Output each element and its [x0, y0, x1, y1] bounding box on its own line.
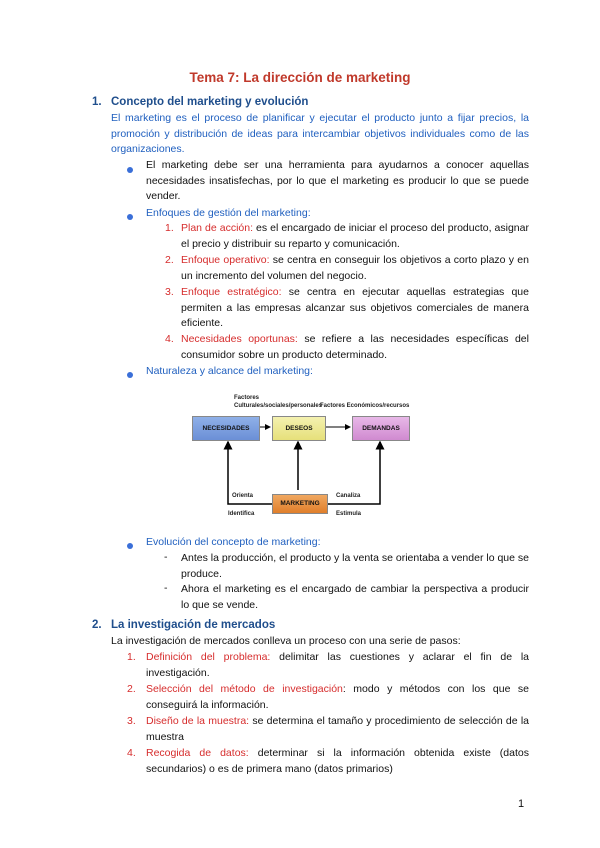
paso-item [146, 714, 529, 745]
bullet-dot [127, 214, 133, 220]
paso-term: Recogida de datos: [146, 747, 249, 759]
enfoque-text: se centra en ejecutar aquellas estrategias que permiten a las empresas alcanzar sus objetivos comerciales de manera eficiente. [181, 286, 529, 330]
enfoque-term: Plan de acción: [181, 222, 254, 234]
enfoque-item [181, 221, 529, 252]
label-estimula: Estimula [336, 511, 362, 517]
paso-text: : modo y métodos con los que se conseguirá la información. [146, 683, 529, 711]
bullet-dot [127, 543, 133, 549]
label-factores: Factores [234, 395, 260, 401]
section-2-number: 2. [92, 619, 102, 631]
paso-text: delimitar las cuestiones y aclarar el fin de la investigación. [146, 651, 529, 679]
paso-item [146, 746, 529, 777]
box-necesidades: NECESIDADES [192, 416, 260, 441]
label-culturales: Culturales/sociales/personales [234, 403, 323, 409]
section-2-heading: La investigación de mercados [111, 619, 276, 631]
paso-number: 1. [127, 651, 136, 663]
enfoque-text: se refiere a las necesidades específicas del consumidor sobre un producto determinado. [181, 333, 529, 361]
enfoque-number: 3. [165, 286, 174, 298]
enfoque-item [181, 332, 529, 363]
page-number: 1 [518, 798, 525, 810]
enfoque-item [181, 285, 529, 332]
bullet-enfoques: Enfoques de gestión del marketing: [146, 207, 311, 219]
dash-marker: - [164, 551, 168, 563]
box-deseos: DESEOS [272, 416, 326, 441]
box-marketing: MARKETING [272, 494, 328, 514]
bullet-marketing-herramienta: El marketing debe ser una herramienta para ayudarnos a conocer aquellas necesidades insatisfechas, por lo que el marketing es producir lo que se puede vender. [146, 159, 529, 203]
enfoque-term: Enfoque estratégico: [181, 286, 282, 298]
label-orienta: Orienta [232, 493, 254, 499]
enfoque-text: se centra en conseguir los objetivos a corto plazo y en un incremento del volumen del negocio. [181, 254, 529, 282]
paso-text: se determina el tamaño y procedimiento de selección de la muestra [146, 715, 529, 743]
page-title: Tema 7: La dirección de marketing [189, 70, 411, 85]
enfoque-text: es el encargado de iniciar el proceso del producto, asignar el precio y distribuir su reparto y comunicación. [181, 222, 529, 250]
paso-term: Definición del problema: [146, 651, 271, 663]
enfoque-term: Enfoque operativo: [181, 254, 270, 266]
label-identifica: Identifica [228, 511, 255, 517]
paso-item [146, 650, 529, 681]
evolucion-item: Antes la producción, el producto y la venta se orientaba a vender lo que se produce. [181, 552, 529, 580]
enfoque-number: 1. [165, 222, 174, 234]
box-demandas: DEMANDAS [352, 416, 410, 441]
label-canaliza: Canaliza [336, 493, 361, 499]
section-1-intro: El marketing es el proceso de planificar y ejecutar el producto junto a fijar precios, la promoción y distribución de ideas para intercambiar objetivos individuales como de las organizaciones. [111, 112, 529, 156]
dash-marker: - [164, 582, 168, 594]
enfoque-item [181, 253, 529, 284]
section-1-heading: Concepto del marketing y evolución [111, 96, 309, 108]
paso-term: Selección del método de investigación [146, 683, 343, 695]
section-1-number: 1. [92, 96, 102, 108]
enfoque-number: 4. [165, 333, 174, 345]
paso-number: 4. [127, 747, 136, 759]
enfoque-number: 2. [165, 254, 174, 266]
paso-number: 2. [127, 683, 136, 695]
bullet-dot [127, 167, 133, 173]
marketing-diagram [188, 392, 418, 524]
bullet-dot [127, 372, 133, 378]
paso-item [146, 682, 529, 713]
label-economicos: Factores Económicos/recursos [320, 403, 410, 409]
enfoque-term: Necesidades oportunas: [181, 333, 298, 345]
paso-term: Diseño de la muestra: [146, 715, 250, 727]
paso-number: 3. [127, 715, 136, 727]
bullet-naturaleza: Naturaleza y alcance del marketing: [146, 365, 313, 377]
paso-text: determinar si la información obtenida existe (datos secundarios) o es de primera mano (datos primarios) [146, 747, 529, 775]
section-2-intro: La investigación de mercados conlleva un proceso con una serie de pasos: [111, 635, 461, 647]
bullet-evolucion: Evolución del concepto de marketing: [146, 536, 321, 548]
evolucion-item: Ahora el marketing es el encargado de cambiar la perspectiva a producir lo que se vende. [181, 583, 529, 611]
